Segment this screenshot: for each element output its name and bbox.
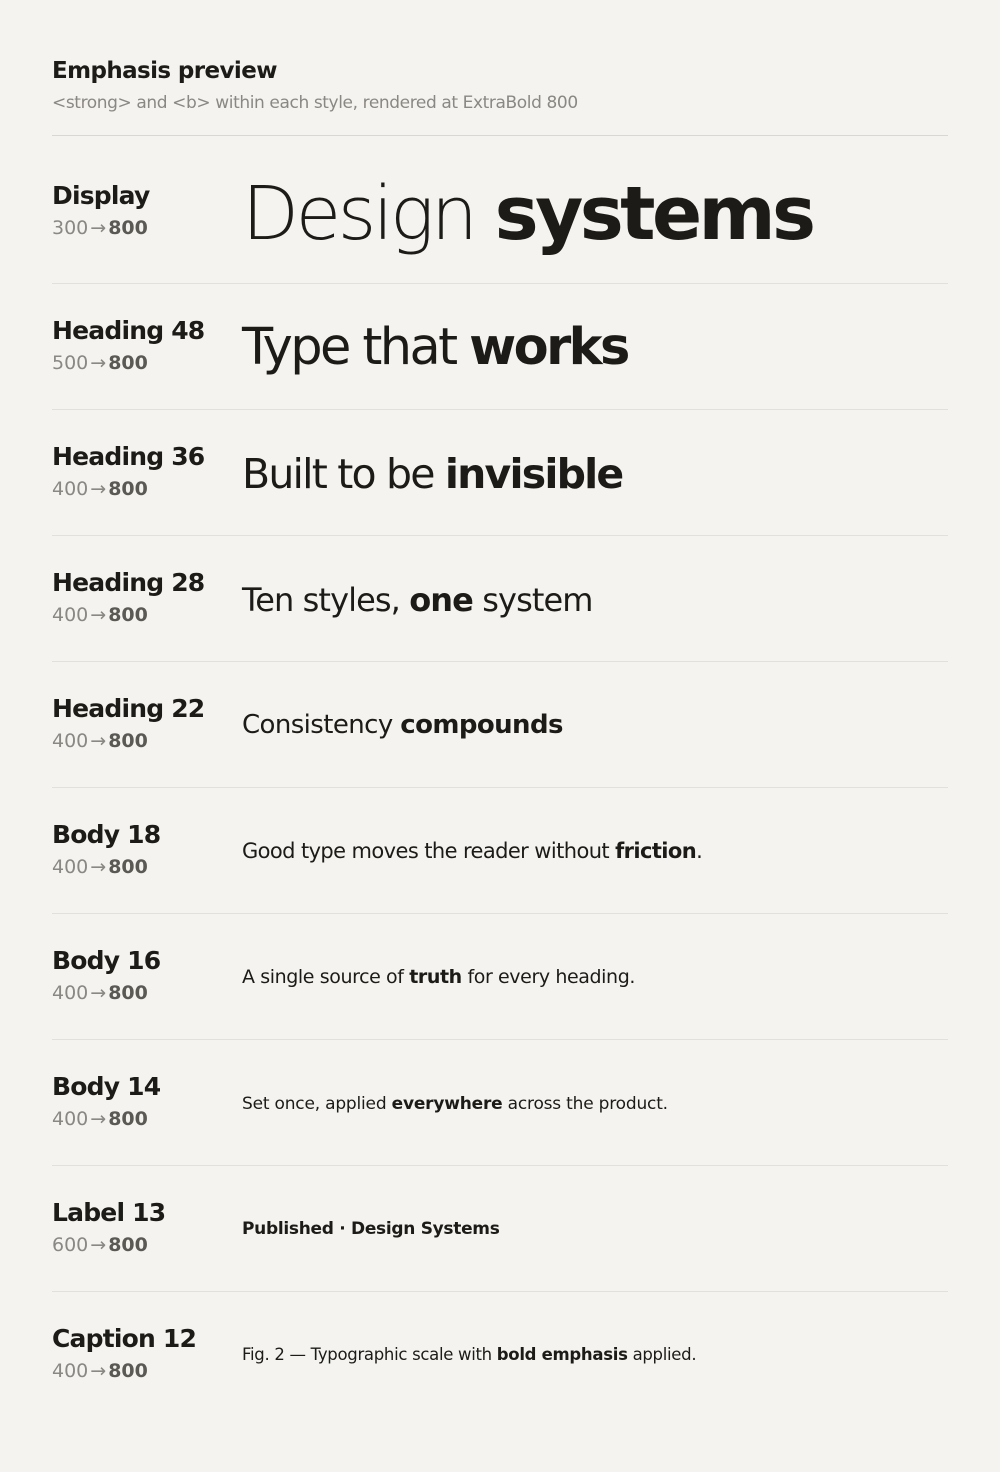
style-sample xyxy=(242,450,622,498)
sample-text: Consistency xyxy=(242,710,401,740)
sample-emphasis: friction xyxy=(615,839,697,863)
arrow-icon: → xyxy=(90,352,107,374)
style-row-heading-48 xyxy=(52,284,948,410)
sample-text-after: system xyxy=(472,581,593,619)
weight-to: 800 xyxy=(108,478,148,500)
sample-text: Type that xyxy=(242,318,470,377)
sample-text: Good type moves the reader without xyxy=(242,839,616,863)
style-sample xyxy=(242,709,563,741)
style-name: Heading 28 xyxy=(52,568,205,597)
style-name: Body 14 xyxy=(52,1072,161,1101)
style-sample xyxy=(242,580,593,620)
weight-range xyxy=(52,351,232,375)
weight-to: 800 xyxy=(108,982,148,1004)
weight-range xyxy=(52,603,232,627)
style-label xyxy=(52,442,232,501)
arrow-icon: → xyxy=(90,217,107,239)
style-name: Heading 22 xyxy=(52,694,205,723)
style-name: Body 18 xyxy=(52,820,161,849)
style-name: Label 13 xyxy=(52,1198,166,1227)
arrow-icon: → xyxy=(90,1108,107,1130)
style-label xyxy=(52,1072,232,1131)
sample-text: Design xyxy=(242,171,495,257)
style-label xyxy=(52,568,232,627)
sample-text: Set once, applied xyxy=(242,1094,392,1114)
style-name: Body 16 xyxy=(52,946,161,975)
weight-range xyxy=(52,729,232,753)
weight-from: 400 xyxy=(52,1108,89,1130)
style-sample xyxy=(242,1344,696,1366)
page-title: Emphasis preview xyxy=(52,58,277,84)
style-label xyxy=(52,820,232,879)
sample-text: Ten styles, xyxy=(242,581,410,619)
arrow-icon: → xyxy=(90,856,107,878)
style-name: Display xyxy=(52,181,150,210)
style-name: Heading 48 xyxy=(52,316,205,345)
style-sample xyxy=(242,171,813,257)
weight-from: 400 xyxy=(52,1360,89,1382)
weight-range xyxy=(52,1359,232,1383)
style-row-body-16 xyxy=(52,914,948,1040)
sample-emphasis: invisible xyxy=(444,450,623,498)
style-row-heading-22 xyxy=(52,662,948,788)
weight-from: 600 xyxy=(52,1234,89,1256)
weight-to: 800 xyxy=(108,604,148,626)
arrow-icon: → xyxy=(90,604,107,626)
sample-text-after: . xyxy=(696,839,703,863)
weight-range xyxy=(52,855,232,879)
weight-from: 400 xyxy=(52,730,89,752)
weight-from: 400 xyxy=(52,856,89,878)
style-row-caption-12 xyxy=(52,1292,948,1417)
style-row-heading-28 xyxy=(52,536,948,662)
weight-to: 800 xyxy=(108,217,148,239)
weight-from: 400 xyxy=(52,604,89,626)
arrow-icon: → xyxy=(90,478,107,500)
weight-from: 500 xyxy=(52,352,89,374)
style-sample xyxy=(242,837,702,865)
style-row-label-13 xyxy=(52,1166,948,1292)
sample-text-after: applied. xyxy=(627,1345,697,1364)
sample-text-after: for every heading. xyxy=(461,966,635,988)
weight-to: 800 xyxy=(108,856,148,878)
weight-range xyxy=(52,981,232,1005)
style-sample xyxy=(242,1218,500,1240)
sample-emphasis: everywhere xyxy=(391,1094,503,1114)
weight-to: 800 xyxy=(108,1108,148,1130)
style-row-heading-36 xyxy=(52,410,948,536)
style-sample xyxy=(242,964,635,990)
sample-text: A single source of xyxy=(242,966,410,988)
weight-to: 800 xyxy=(108,1234,148,1256)
arrow-icon: → xyxy=(90,1360,107,1382)
style-label xyxy=(52,1198,232,1257)
style-sample xyxy=(242,1092,668,1116)
style-label xyxy=(52,1324,232,1383)
arrow-icon: → xyxy=(90,1234,107,1256)
sample-emphasis: compounds xyxy=(400,710,563,740)
weight-from: 400 xyxy=(52,478,89,500)
weight-range xyxy=(52,1233,232,1257)
sample-emphasis: works xyxy=(469,318,628,377)
style-label xyxy=(52,181,232,240)
weight-range xyxy=(52,477,232,501)
style-label xyxy=(52,946,232,1005)
sample-emphasis: truth xyxy=(409,966,462,988)
weight-from: 300 xyxy=(52,217,89,239)
weight-from: 400 xyxy=(52,982,89,1004)
sample-text: Fig. 2 — Typographic scale with xyxy=(242,1345,497,1364)
style-label xyxy=(52,316,232,375)
weight-range xyxy=(52,216,232,240)
sample-text: Published · xyxy=(242,1219,352,1239)
weight-range xyxy=(52,1107,232,1131)
weight-to: 800 xyxy=(108,730,148,752)
arrow-icon: → xyxy=(90,982,107,1004)
style-sample xyxy=(242,318,628,378)
sample-emphasis: one xyxy=(409,581,473,619)
style-row-body-14 xyxy=(52,1040,948,1166)
style-label xyxy=(52,694,232,753)
weight-to: 800 xyxy=(108,352,148,374)
sample-emphasis: Design Systems xyxy=(351,1219,500,1239)
page-subtitle: <strong> and <b> within each style, rendered at ExtraBold 800 xyxy=(52,93,578,113)
arrow-icon: → xyxy=(90,730,107,752)
sample-text-after: across the product. xyxy=(502,1094,668,1114)
sample-emphasis: bold emphasis xyxy=(496,1345,628,1364)
style-name: Caption 12 xyxy=(52,1324,197,1353)
weight-to: 800 xyxy=(108,1360,148,1382)
sample-emphasis: systems xyxy=(494,171,813,257)
preview-header xyxy=(52,56,948,136)
style-row-body-18 xyxy=(52,788,948,914)
sample-text: Built to be xyxy=(242,450,445,498)
style-row-display xyxy=(52,136,948,284)
style-name: Heading 36 xyxy=(52,442,205,471)
